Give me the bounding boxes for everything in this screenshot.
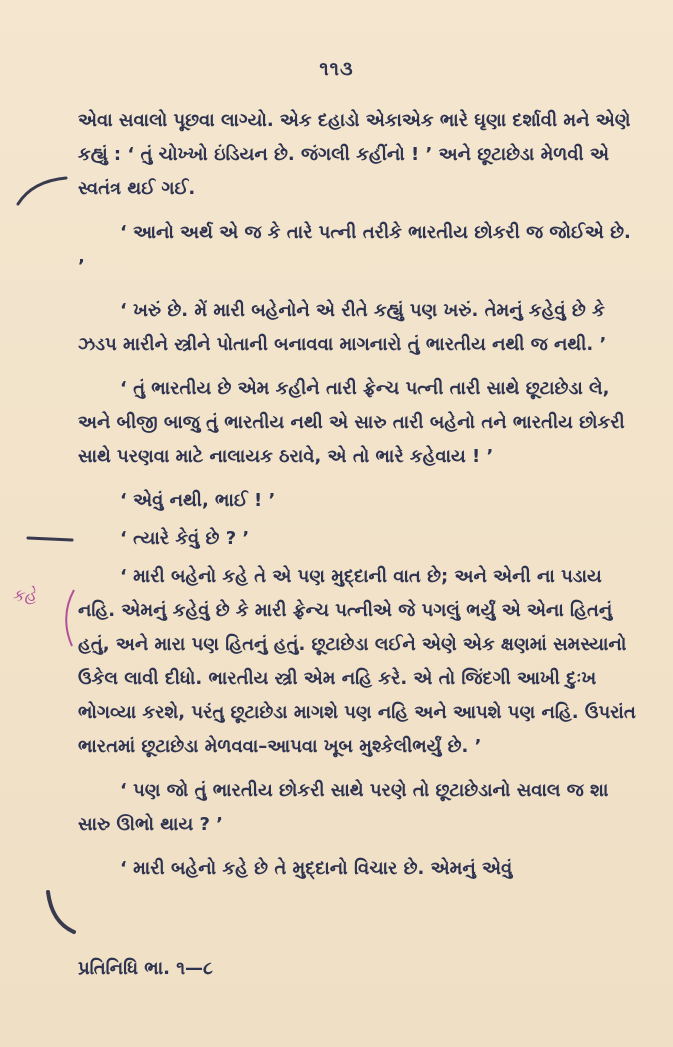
paragraph-3: ‘ ખરું છે. મેં મારી બહેનોને એ રીતે કહ્યું પણ ખરું. તેમનું કહેવું છે કે ઝડપ મારીને સ્ત્રીને પોતાની બનાવવા માગનારો તું ભારતીય નથી જ નથી. ’	[78, 300, 607, 355]
paragraph-8: ‘ પણ જો તું ભારતીય છોકરી સાથે પરણે તો છૂટાછેડાનો સવાલ જ શા સારુ ઊભો થાય ? ’	[78, 780, 609, 835]
pencil-mark-top	[14, 170, 74, 210]
paragraph-9: ‘ મારી બહેનો કહે છે તે મુદ્દાનો વિચાર છે. એમનું એવું	[120, 858, 513, 879]
paragraph-5: ‘ એવું નથી, ભાઈ ! ’	[120, 490, 276, 511]
paragraph-2: ‘ આનો અર્થ એ જ કે તારે પત્ની તરીકે ભારતીય છોકરી જ જોઈએ છે. ’	[78, 222, 631, 277]
page-number: ૧૧૩	[319, 58, 354, 80]
pencil-mark-middle	[26, 528, 76, 548]
pencil-mark-bottom	[40, 888, 80, 938]
body-text	[78, 104, 638, 896]
paragraph-1: એવા સવાલો પૂછવા લાગ્યો. એક દહાડો એકાએક ભારે ઘૃણા દર્શાવી મને એણે કહ્યું : ‘ તું ચોખ્ખો ઇંડિયન છે. જંગલી કહીંનો ! ’ અને છૂટાછેડા મેળવી એ સ્વતંત્ર થઈ ગઈ.	[78, 110, 631, 199]
footer-signature: પ્રતિનિધિ ભા. ૧—૮	[78, 958, 213, 979]
paragraph-7: ‘ મારી બહેનો કહે તે એ પણ મુદ્દાની વાત છે; અને એની ના પડાય નહિ. એમનું કહેવું છે કે મારી ફ્રેન્ચ પત્નીએ જે પગલું ભર્યું એ એના હિતનું હતું, અને મારા પણ હિતનું હતું. છૂટાછેડા લઈને એણે એક ક્ષણમાં સમસ્યાનો ઉકેલ લાવી દીધો. ભારતીય સ્ત્રી એમ નહિ કરે. એ તો જિંદગી આખી દુઃખ ભોગવ્યા કરશે, પરંતુ છૂટાછેડા માગશે પણ નહિ અને આપશે પણ નહિ. ઉપરાંત ભારતમાં છૂટાછેડા મેળવવા–આપવા ખૂબ મુશ્કેલીભર્યું છે. ’	[78, 566, 636, 757]
paragraph-4: ‘ તું ભારતીય છે એમ કહીને તારી ફ્રેન્ચ પત્ની તારી સાથે છૂટાછેડા લે, અને બીજી બાજુ તું ભારતીય નથી એ સારુ તારી બહેનો તને ભારતીય છોકરી સાથે પરણવા માટે નાલાયક ઠરાવે, એ તો ભારે કહેવાય ! ’	[78, 378, 625, 467]
paragraph-6: ‘ ત્યારે કેવું છે ? ’	[120, 528, 250, 549]
margin-handwritten-note: કહે	[12, 586, 37, 606]
